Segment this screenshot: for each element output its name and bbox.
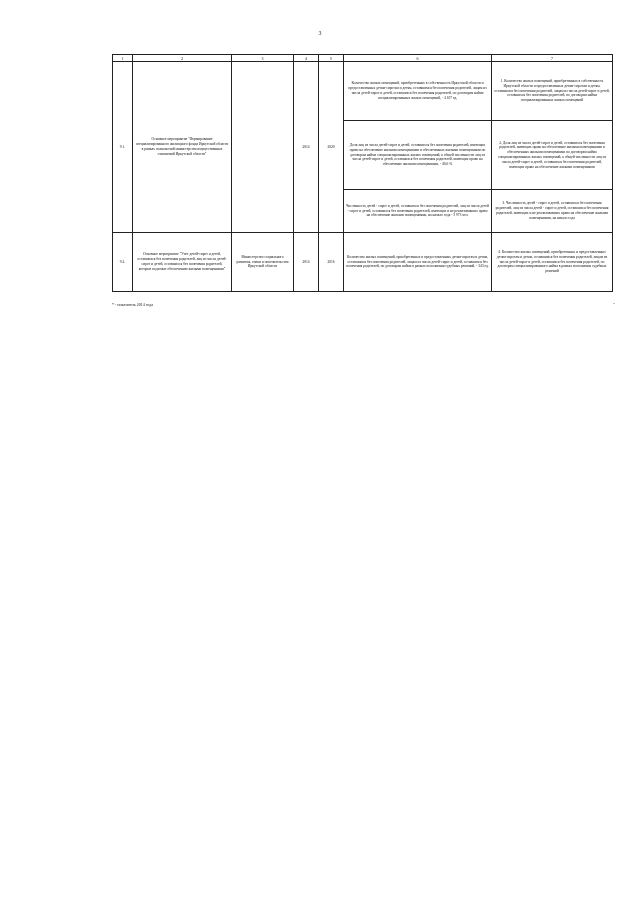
header-cell: 6 [344, 55, 492, 62]
start-year: 2014 [294, 62, 319, 233]
footnote-closing-quote: " [613, 302, 615, 307]
executor [232, 62, 294, 233]
result: 2. Доля лиц из числа детей-сирот и детей, оставшихся без попечения родителей, имеющих право на обеспечение жилыми помещениями и обеспеченных жилыми помещениями по договорам найма специализированных жилых помещений, к общей численности лиц из числа детей-сирот и детей, оставшихся без попечения родителей, имеющих право на обеспечение жилыми помещениями [492, 121, 613, 190]
row-number: 9.1. [113, 62, 133, 233]
result: 4. Количество жилых помещений, приобретенных и предоставленных детям-сиротам и детям, оставшимся без попечения родителей, лицам из числа детей-сирот и детей, оставшихся без попечения родителей, по договорам специализированного найма в рамках исполнения судебных решений [492, 233, 613, 292]
footnote: * - показатель 2014 года [112, 302, 153, 307]
header-cell: 4 [294, 55, 319, 62]
end-year: 2016 [319, 233, 344, 292]
header-cell: 2 [133, 55, 232, 62]
row-number: 9.2. [113, 233, 133, 292]
indicator: Количество жилых помещений, приобретенных и предоставленных детям-сиротам и детям, оставшимся без попечения родителей, лицам из числа детей-сирот и детей, оставшихся без попечения родителей, по договорам найма в рамках исполнения судебных решений, - 343 ед. [344, 233, 492, 292]
event-name: Основное мероприятие "Учет детей-сирот и детей, оставшихся без попечения родителей, лиц из числа детей-сирот и детей, оставшихся без попечения родителей, которые подлежат обеспечению жилыми помещениями" [133, 233, 232, 292]
result: 3. Численность детей - сирот и детей, оставшихся без попечения родителей, лиц из числа детей - сирот и детей, оставшихся без попечения родителей, имеющих и не реализовавших право на обеспечение жилыми помещениями, на начало года [492, 190, 613, 233]
header-cell: 7 [492, 55, 613, 62]
executor: Министерство социального развития, опеки и попечительства Иркутской области [232, 233, 294, 292]
indicator: Количество жилых помещений, приобретенных в собственность Иркутской области и предоставленных детям-сиротам и детям, оставшимся без попечения родителей, лицам из числа детей-сирот и детей, оставшихся без попечения родителей, по договорам найма специализированных жилых помещений, - 4 107 ед. [344, 62, 492, 121]
program-table [112, 54, 613, 292]
end-year: 2020 [319, 62, 344, 233]
table-row [113, 62, 613, 121]
header-cell: 1 [113, 55, 133, 62]
header-cell: 3 [232, 55, 294, 62]
page-number: 3 [318, 31, 322, 37]
header-row [113, 55, 613, 62]
header-cell: 5 [319, 55, 344, 62]
indicator: Доля лиц из числа детей-сирот и детей, оставшихся без попечения родителей, имеющих право на обеспечение жилыми помещениями и обеспеченных жилыми помещениями по договорам найма специализированных жилых помещений, к общей численности лиц из числа детей-сирот и детей, оставшихся без попечения родителей, имеющих право на обеспечение жилыми помещениями, - 40,6 % [344, 121, 492, 190]
indicator: Численность детей - сирот и детей, оставшихся без попечения родителей, лиц из числа детей - сирот и детей, оставшихся без попечения родителей, имеющих и не реализовавших право на обеспечение жилыми помещениями, на начало года - 5 973 чел. [344, 190, 492, 233]
start-year: 2014 [294, 233, 319, 292]
table-row [113, 233, 613, 292]
result: 1. Количество жилых помещений, приобретенных в собственность Иркутской области и предоставленных детям-сиротам и детям, оставшимся без попечения родителей, лицам из числа детей-сирот и детей, оставшихся без попечения родителей, по договорам найма специализированных жилых помещений [492, 62, 613, 121]
event-name: Основное мероприятие "Формирование специализированного жилищного фонда Иркутской области в рамках полномочий министерства имущественных отношений Иркутской области" [133, 62, 232, 233]
